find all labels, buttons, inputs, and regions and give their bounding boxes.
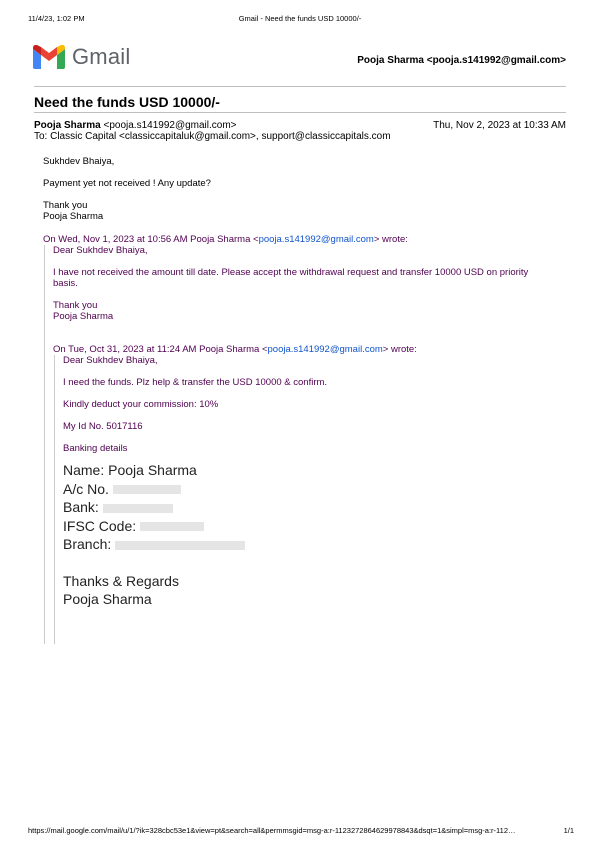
quote-email-link[interactable]: pooja.s141992@gmail.com [258, 234, 374, 245]
email-subject: Need the funds USD 10000/- [34, 94, 220, 110]
redacted-block [140, 522, 204, 531]
body-signature: Pooja Sharma [43, 211, 104, 222]
quote-line: I need the funds. Plz help & transfer the USD 10000 & confirm. [63, 377, 328, 388]
sender-email: <pooja.s141992@gmail.com> [103, 120, 237, 131]
account-identity: Pooja Sharma <pooja.s141992@gmail.com> [357, 55, 566, 66]
redacted-block [103, 504, 173, 513]
regards-name: Pooja Sharma [63, 591, 152, 607]
quote-attribution: On Wed, Nov 1, 2023 at 10:56 AM Pooja Sharma <pooja.s141992@gmail.com> wrote: [43, 234, 408, 245]
print-page-title: Gmail - Need the funds USD 10000/- [238, 14, 362, 23]
banking-bank: Bank: [63, 498, 563, 517]
redacted-block [115, 541, 245, 550]
body-greeting: Sukhdev Bhaiya, [43, 156, 115, 167]
quote-line: Banking details [63, 443, 128, 454]
subject-divider [34, 112, 566, 113]
body-line: Payment yet not received ! Any update? [43, 178, 211, 189]
message-body [43, 156, 563, 644]
quote-greeting: Dear Sukhdev Bhaiya, [53, 245, 148, 256]
quoted-message-2 [53, 344, 563, 644]
banking-account-number: A/c No. [63, 480, 563, 499]
header-divider [34, 86, 566, 87]
quote-thanks: Thank you [53, 300, 98, 311]
quote-block [54, 355, 563, 644]
banking-name: Name: Pooja Sharma [63, 462, 197, 478]
gmail-logo [33, 44, 130, 70]
quote-attribution: On Tue, Oct 31, 2023 at 11:24 AM Pooja Sharma <pooja.s141992@gmail.com> wrote: [53, 344, 417, 355]
quoted-message-1 [43, 234, 563, 644]
quote-greeting: Dear Sukhdev Bhaiya, [63, 355, 158, 366]
quote-line: I have not received the amount till date. Please accept the withdrawal request and transfer 10000 USD on priority basis. [53, 267, 529, 289]
print-datetime: 11/4/23, 1:02 PM [28, 14, 85, 23]
quote-line: Kindly deduct your commission: 10% [63, 399, 219, 410]
sender-name: Pooja Sharma [34, 120, 101, 131]
page-number: 1/1 [563, 826, 574, 835]
print-url: https://mail.google.com/mail/u/1/?ik=328cbc53e1&view=pt&search=all&permmsgid=msg-a:r-1123272864629978843&dsqt=1&simpl=msg-a:r-112… [28, 826, 516, 835]
banking-ifsc: IFSC Code: [63, 517, 563, 536]
message-date: Thu, Nov 2, 2023 at 10:33 AM [433, 120, 566, 131]
quote-email-link[interactable]: pooja.s141992@gmail.com [267, 344, 383, 355]
sender-line [34, 120, 237, 131]
body-thanks: Thank you [43, 200, 88, 211]
recipients-line: To: Classic Capital <classiccapitaluk@gmail.com>, support@classiccapitals.com [34, 131, 391, 142]
banking-details [63, 461, 563, 609]
quote-block [44, 245, 563, 644]
quote-signature: Pooja Sharma [53, 311, 114, 322]
banking-branch: Branch: [63, 535, 563, 554]
gmail-m-icon [33, 45, 65, 69]
redacted-block [113, 485, 181, 494]
quote-line: My Id No. 5017116 [63, 421, 143, 432]
regards-line: Thanks & Regards [63, 572, 179, 589]
gmail-logo-text: Gmail [72, 44, 131, 69]
